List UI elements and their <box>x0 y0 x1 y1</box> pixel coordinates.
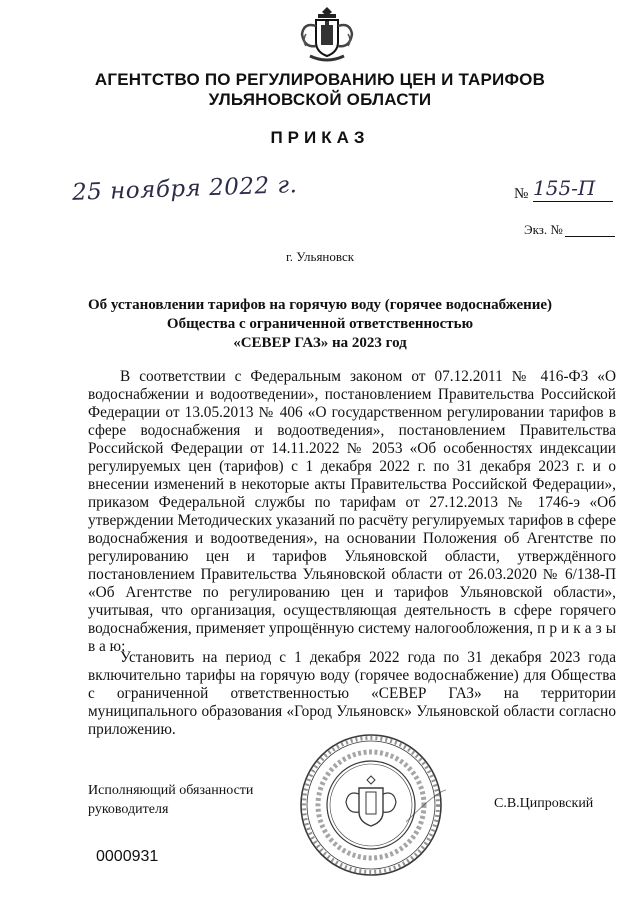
document-serial-number: 0000931 <box>96 848 159 865</box>
official-seal-icon <box>296 730 446 880</box>
preamble-paragraph: В соответствии с Федеральным законом от 07.12.2011 № 416-ФЗ «О водоснабжении и водоотведении», постановлением Правительства Российской Федерации от 13.05.2013 № 406 «О государственном регулировании тарифов в сфере водоснабжения и водоотведения», постановлением Правительства Российской Федерации от 14.11.2022 № 2053 «Об особенностях индексации регулируемых цен (тарифов) с 1 декабря 2022 г. по 31 декабря 2023 г. и о внесении изменений в некоторые акты Правительства Российской Федерации», приказом Федеральной службы по тарифам от 27.12.2013 № 1746-э «Об утверждении Методических указаний по расчёту регулируемых тарифов в сфере водоснабжения и водоотведения», на основании Положения об Агентстве по регулированию цен и тарифов Ульяновской области, утверждённого постановлением Правительства Ульяновской области от 26.03.2020 № 6/138-П «Об Агентстве по регулированию цен и тарифов Ульяновской области», учитывая, что организация, осуществляющая деятельность в сфере горячего водоснабжения, применяет упрощённую систему налогообложения, п р и к а з ы в а ю: <box>88 368 616 655</box>
document-type-title: ПРИКАЗ <box>270 128 370 147</box>
agency-name-line2: УЛЬЯНОВСКОЙ ОБЛАСТИ <box>208 90 432 109</box>
handwritten-date: 25 ноября 2022 г. <box>71 172 298 206</box>
signer-name: С.В.Ципровский <box>494 796 594 811</box>
signer-position <box>88 781 253 819</box>
order-subject <box>60 296 580 353</box>
number-label: № <box>514 186 529 202</box>
signer-position-line1: Исполняющий обязанности <box>88 783 254 798</box>
subject-line3: «СЕВЕР ГАЗ» на 2023 год <box>233 335 407 351</box>
copy-number-label: Экз. № <box>524 222 563 237</box>
agency-name-line1: АГЕНТСТВО ПО РЕГУЛИРОВАНИЮ ЦЕН И ТАРИФОВ <box>94 70 546 89</box>
coat-of-arms-icon <box>298 4 356 66</box>
issue-city: г. Ульяновск <box>285 249 355 264</box>
resolution-paragraph: Установить на период с 1 декабря 2022 года по 31 декабря 2023 года включительно тарифы на горячую воду (горячее водоснабжение) для Общества с ограниченной ответственностью «СЕВЕР ГАЗ» на территории муниципального образования «Город Ульяновск» Ульяновской области согласно приложению. <box>88 649 616 738</box>
subject-line1: Об установлении тарифов на горячую воду (горячее водоснабжение) <box>87 297 553 313</box>
copy-number-blank <box>565 236 615 237</box>
subject-line2: Общества с ограниченной ответственностью <box>166 316 474 332</box>
handwritten-order-number: 155-П <box>533 176 613 202</box>
signer-position-line2: руководителя <box>88 802 169 817</box>
